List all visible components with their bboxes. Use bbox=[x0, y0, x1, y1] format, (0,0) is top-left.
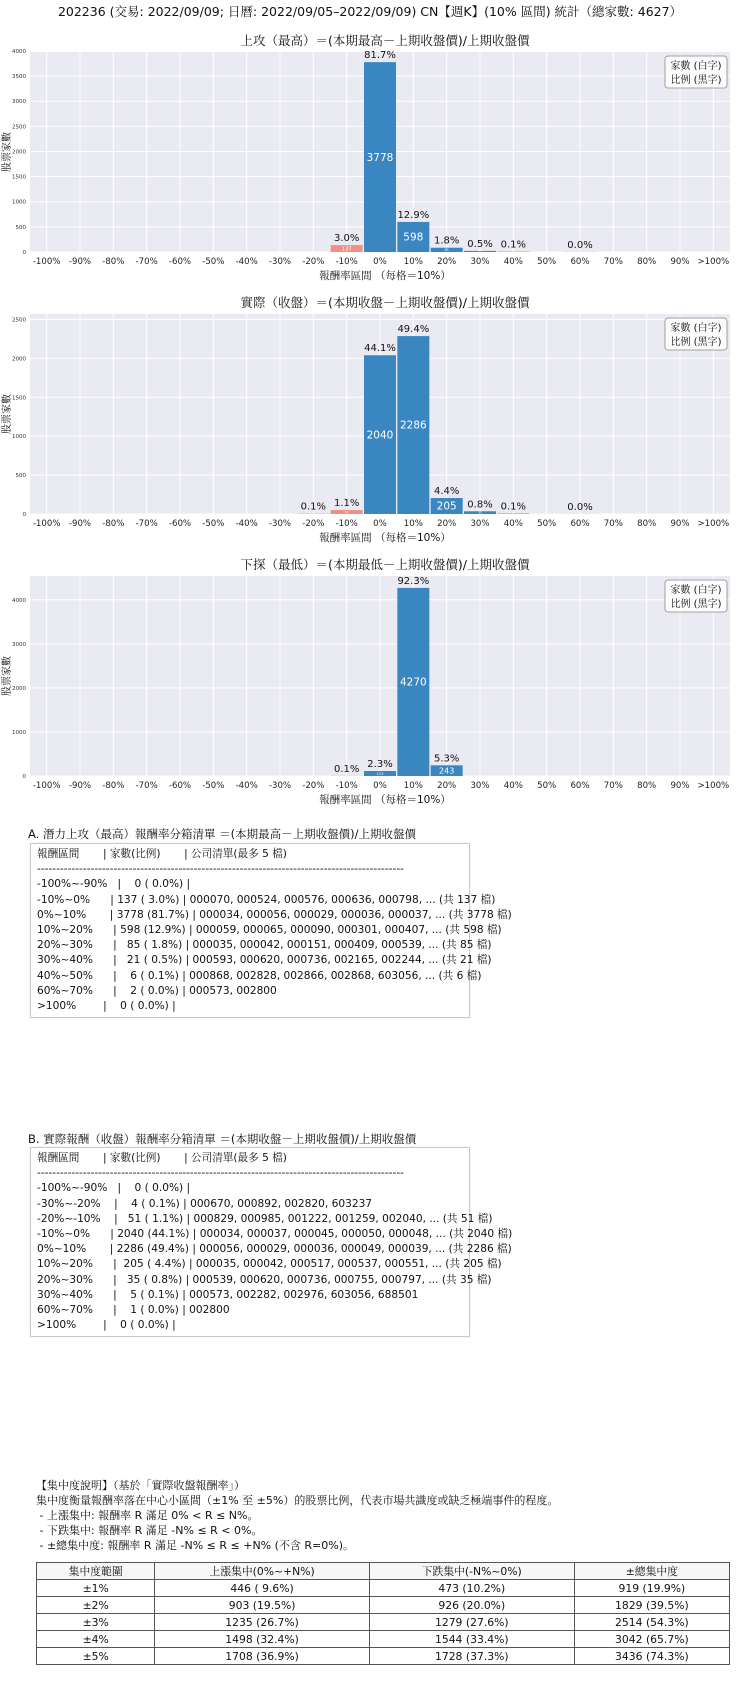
table-row bbox=[37, 1631, 730, 1648]
y-axis-label: 股票家數 bbox=[2, 132, 13, 172]
table-row bbox=[37, 1614, 730, 1631]
x-tick-label: -60% bbox=[168, 519, 192, 529]
legend-entry: 比例 (黑字) bbox=[670, 75, 722, 86]
y-tick-label: 1000 bbox=[12, 199, 26, 206]
table-cell: 1279 (27.6%) bbox=[369, 1614, 574, 1631]
x-tick-label: -90% bbox=[68, 781, 92, 791]
x-tick-label: 30% bbox=[470, 519, 490, 529]
list-b-line: 30%~40% | 5 ( 0.1%) | 000573, 002282, 002976, 603056, 688501 bbox=[37, 1288, 419, 1301]
x-tick-label: -70% bbox=[135, 519, 158, 529]
x-axis-label: 報酬率區間 （每格＝10%） bbox=[319, 794, 451, 806]
list-b-line: 10%~20% | 205 ( 4.4%) | 000035, 000042, 000517, 000537, 000551, ... (共 205 檔) bbox=[37, 1258, 502, 1271]
table-header-cell: 集中度範圍 bbox=[37, 1563, 155, 1580]
table-cell: ±5% bbox=[37, 1648, 155, 1665]
table-cell: 2514 (54.3%) bbox=[574, 1614, 729, 1631]
x-tick-label: 10% bbox=[403, 519, 423, 529]
legend-entry: 比例 (黑字) bbox=[670, 599, 722, 610]
bar-count-label: 243 bbox=[439, 766, 455, 776]
x-tick-label: 30% bbox=[470, 781, 490, 791]
x-tick-label: >100% bbox=[697, 781, 730, 791]
note-line: - ±總集中度: 報酬率 R 滿足 -N% ≤ R ≤ +N% (不含 R=0%)。 bbox=[36, 1539, 355, 1552]
list-a-line: 40%~50% | 6 ( 0.1%) | 000868, 002828, 002866, 002868, 603056, ... (共 6 檔) bbox=[37, 969, 482, 982]
table-cell: ±3% bbox=[37, 1614, 155, 1631]
bar-count-label: 4 bbox=[312, 511, 315, 516]
x-tick-label: 10% bbox=[403, 781, 423, 791]
x-tick-label: -40% bbox=[235, 519, 258, 529]
x-tick-label: 40% bbox=[503, 781, 523, 791]
x-tick-label: -30% bbox=[268, 781, 292, 791]
bar-count-label: 3778 bbox=[366, 151, 394, 164]
x-axis-label: 報酬率區間 （每格＝10%） bbox=[319, 270, 451, 282]
bar-pct-label: 1.1% bbox=[333, 498, 360, 510]
bar-pct-label: 44.1% bbox=[364, 343, 396, 355]
y-tick-label: 2000 bbox=[12, 685, 26, 692]
x-tick-label: -90% bbox=[68, 257, 92, 267]
x-tick-label: -100% bbox=[32, 781, 61, 791]
x-tick-label: 90% bbox=[670, 781, 690, 791]
y-tick-label: 1000 bbox=[12, 729, 26, 736]
bar-count-label: 2 bbox=[579, 249, 581, 254]
list-a-line: 0%~10% | 3778 (81.7%) | 000034, 000056, 000029, 000036, 000037, ... (共 3778 檔) bbox=[37, 908, 512, 921]
x-tick-label: -20% bbox=[302, 257, 325, 267]
bar-count-label: 51 bbox=[344, 510, 349, 515]
list-a-box bbox=[30, 843, 512, 1018]
legend-entry: 比例 (黑字) bbox=[670, 337, 722, 348]
bar-pct-label: 2.3% bbox=[367, 759, 393, 771]
x-tick-label: 30% bbox=[470, 257, 490, 267]
bar-count-label: 2040 bbox=[366, 429, 394, 442]
list-b-line: 60%~70% | 1 ( 0.0%) | 002800 bbox=[37, 1304, 230, 1317]
x-tick-label: 20% bbox=[437, 519, 457, 529]
x-tick-label: -80% bbox=[102, 519, 125, 529]
y-axis-label: 股票家數 bbox=[2, 656, 13, 696]
table-cell: 1728 (37.3%) bbox=[369, 1648, 574, 1665]
list-b-line: -10%~0% | 2040 (44.1%) | 000034, 000037, 000045, 000050, 000048, ... (共 2040 檔) bbox=[37, 1228, 513, 1241]
list-b-line: -100%~-90% | 0 ( 0.0%) | bbox=[37, 1182, 191, 1195]
x-tick-label: -90% bbox=[68, 519, 92, 529]
x-tick-label: -20% bbox=[302, 781, 325, 791]
bar-count-label: 4 bbox=[345, 773, 348, 778]
table-row bbox=[37, 1580, 730, 1597]
legend-entry: 家數 (白字) bbox=[670, 323, 722, 334]
x-tick-label: 50% bbox=[537, 781, 557, 791]
table-cell: ±2% bbox=[37, 1597, 155, 1614]
x-tick-label: 10% bbox=[403, 257, 423, 267]
concentration-notes bbox=[36, 1478, 558, 1553]
x-tick-label: -50% bbox=[202, 257, 225, 267]
table-cell: 919 (19.9%) bbox=[574, 1580, 729, 1597]
bar-pct-label: 1.8% bbox=[433, 235, 460, 247]
table-cell: 1829 (39.5%) bbox=[574, 1597, 729, 1614]
bar-pct-label: 0.1% bbox=[500, 501, 527, 513]
table-cell: 1235 (26.7%) bbox=[155, 1614, 370, 1631]
bar-pct-label: 0.1% bbox=[333, 763, 360, 775]
bar-pct-label: 3.0% bbox=[333, 233, 360, 245]
x-tick-label: 0% bbox=[373, 257, 387, 267]
x-tick-label: 0% bbox=[373, 781, 387, 791]
x-tick-label: 20% bbox=[437, 257, 457, 267]
x-tick-label: -40% bbox=[235, 257, 258, 267]
table-cell: 1498 (32.4%) bbox=[155, 1631, 370, 1648]
list-b-line: -30%~-20% | 4 ( 0.1%) | 000670, 000892, 002820, 603237 bbox=[37, 1197, 373, 1210]
bar-pct-label: 0.1% bbox=[300, 501, 327, 513]
x-tick-label: -50% bbox=[202, 519, 225, 529]
y-axis-label: 股票家數 bbox=[2, 394, 13, 434]
y-tick-label: 1000 bbox=[12, 434, 26, 441]
x-tick-label: 90% bbox=[670, 519, 690, 529]
legend bbox=[665, 580, 727, 612]
list-a-line: -10%~0% | 137 ( 3.0%) | 000070, 000524, 000576, 000636, 000798, ... (共 137 檔) bbox=[37, 893, 496, 906]
bar-count-label: 1 bbox=[579, 512, 581, 517]
bar-pct-label: 0.0% bbox=[567, 239, 593, 251]
x-tick-label: 50% bbox=[537, 519, 557, 529]
x-axis-label: 報酬率區間 （每格＝10%） bbox=[319, 532, 451, 544]
bar-count-label: 2286 bbox=[399, 419, 427, 432]
y-tick-label: 1500 bbox=[12, 174, 26, 181]
x-tick-label: >100% bbox=[697, 257, 730, 267]
y-tick-label: 3000 bbox=[12, 641, 26, 648]
x-tick-label: -30% bbox=[268, 257, 292, 267]
x-tick-label: 60% bbox=[570, 781, 590, 791]
chart-upside-high bbox=[0, 30, 740, 292]
list-a-line: -100%~-90% | 0 ( 0.0%) | bbox=[37, 878, 191, 891]
y-tick-label: 1500 bbox=[12, 395, 26, 402]
y-tick-label: 2000 bbox=[12, 149, 26, 156]
bar-count-label: 21 bbox=[478, 249, 482, 254]
x-tick-label: 80% bbox=[637, 781, 657, 791]
y-tick-label: 2000 bbox=[12, 356, 26, 363]
list-a-title: A. 潛力上攻（最高）報酬率分箱清單 ＝(本期最高－上期收盤價)/上期收盤價 bbox=[28, 827, 416, 841]
x-tick-label: 80% bbox=[637, 519, 657, 529]
legend bbox=[665, 318, 727, 350]
x-tick-label: 70% bbox=[603, 781, 623, 791]
table-cell: 3436 (74.3%) bbox=[574, 1648, 729, 1665]
x-tick-label: -10% bbox=[335, 257, 358, 267]
y-tick-label: 500 bbox=[15, 473, 26, 480]
bar-count-label: 85 bbox=[444, 247, 449, 252]
list-b-line: 0%~10% | 2286 (49.4%) | 000056, 000029, 000036, 000049, 000039, ... (共 2286 檔) bbox=[37, 1243, 512, 1256]
x-tick-label: 0% bbox=[373, 519, 387, 529]
x-tick-label: 40% bbox=[503, 519, 523, 529]
table-row bbox=[37, 1648, 730, 1665]
table-cell: 446 ( 9.6%) bbox=[155, 1580, 370, 1597]
table-header-cell: 上漲集中(0%~+N%) bbox=[155, 1563, 370, 1580]
bar-pct-label: 0.8% bbox=[467, 499, 493, 511]
table-cell: 926 (20.0%) bbox=[369, 1597, 574, 1614]
y-tick-label: 4000 bbox=[12, 48, 26, 55]
list-b-line: 20%~30% | 35 ( 0.8%) | 000539, 000620, 000736, 000755, 000797, ... (共 35 檔) bbox=[37, 1273, 492, 1286]
chart-title: 實際（收盤）＝(本期收盤－上期收盤價)/上期收盤價 bbox=[240, 295, 530, 310]
x-tick-label: 70% bbox=[603, 519, 623, 529]
bar-pct-label: 0.1% bbox=[500, 239, 527, 251]
list-b-line: -20%~-10% | 51 ( 1.1%) | 000829, 000985, 001222, 001259, 002040, ... (共 51 檔) bbox=[37, 1212, 493, 1225]
table-row bbox=[37, 1597, 730, 1614]
chart-title: 上攻（最高）＝(本期最高－上期收盤價)/上期收盤價 bbox=[240, 33, 530, 48]
table-cell: 903 (19.5%) bbox=[155, 1597, 370, 1614]
y-tick-label: 2500 bbox=[12, 124, 26, 131]
chart-downside-low bbox=[0, 554, 740, 816]
table-cell: 1544 (33.4%) bbox=[369, 1631, 574, 1648]
legend bbox=[665, 56, 727, 88]
bar-pct-label: 12.9% bbox=[397, 209, 430, 221]
x-tick-label: >100% bbox=[697, 519, 730, 529]
x-tick-label: -80% bbox=[102, 257, 125, 267]
bar-count-label: 598 bbox=[403, 231, 424, 244]
bar-count-label: 113 bbox=[376, 771, 384, 776]
legend-entry: 家數 (白字) bbox=[670, 61, 722, 72]
x-tick-label: -30% bbox=[268, 519, 292, 529]
x-tick-label: -60% bbox=[168, 257, 192, 267]
list-b-box bbox=[30, 1147, 513, 1337]
x-tick-label: 60% bbox=[570, 519, 590, 529]
table-header-cell: 下跌集中(-N%~0%) bbox=[369, 1563, 574, 1580]
x-tick-label: -100% bbox=[32, 257, 61, 267]
x-tick-label: -40% bbox=[235, 781, 258, 791]
y-tick-label: 500 bbox=[15, 224, 26, 231]
list-b-line: ------------------------------------------------------------------------------------------------ bbox=[37, 1167, 404, 1180]
list-a-line: 60%~70% | 2 ( 0.0%) | 000573, 002800 bbox=[37, 984, 277, 997]
y-tick-label: 2500 bbox=[12, 317, 26, 324]
list-a-line: 報酬區間 | 家數(比例) | 公司清單(最多 5 檔) bbox=[37, 848, 287, 860]
bar-count-label: 35 bbox=[478, 510, 482, 515]
list-a-line: 10%~20% | 598 (12.9%) | 000059, 000065, 000090, 000301, 000407, ... (共 598 檔) bbox=[37, 924, 502, 937]
x-tick-label: -70% bbox=[135, 781, 158, 791]
bar-count-label: 5 bbox=[512, 511, 515, 516]
y-tick-label: 3500 bbox=[12, 74, 26, 81]
bar-count-label: 205 bbox=[436, 500, 457, 513]
x-tick-label: -60% bbox=[168, 781, 192, 791]
list-a-line: 30%~40% | 21 ( 0.5%) | 000593, 000620, 000736, 002165, 002244, ... (共 21 檔) bbox=[37, 954, 492, 967]
bar-count-label: 6 bbox=[512, 249, 515, 254]
table-cell: 473 (10.2%) bbox=[369, 1580, 574, 1597]
x-tick-label: 50% bbox=[537, 257, 557, 267]
x-tick-label: -80% bbox=[102, 781, 125, 791]
bar-count-label: 137 bbox=[341, 246, 352, 253]
list-b-title: B. 實際報酬（收盤）報酬率分箱清單 ＝(本期收盤－上期收盤價)/上期收盤價 bbox=[28, 1132, 417, 1146]
list-a-line: ------------------------------------------------------------------------------------------------ bbox=[37, 863, 404, 876]
table-cell: 3042 (65.7%) bbox=[574, 1631, 729, 1648]
list-a-line: 20%~30% | 85 ( 1.8%) | 000035, 000042, 000151, 000409, 000539, ... (共 85 檔) bbox=[37, 939, 492, 952]
y-tick-label: 0 bbox=[22, 250, 26, 256]
chart-title: 下探（最低）＝(本期最低－上期收盤價)/上期收盤價 bbox=[240, 557, 530, 572]
x-tick-label: 90% bbox=[670, 257, 690, 267]
bar-count-label: 4270 bbox=[399, 676, 427, 689]
x-tick-label: 60% bbox=[570, 257, 590, 267]
bar-pct-label: 0.0% bbox=[567, 501, 593, 513]
note-line: - 上漲集中: 報酬率 R 滿足 0% < R ≤ N%。 bbox=[36, 1509, 259, 1522]
y-tick-label: 4000 bbox=[12, 597, 26, 604]
table-header-cell: ±總集中度 bbox=[574, 1563, 729, 1580]
bar-pct-label: 0.5% bbox=[467, 238, 493, 250]
y-tick-label: 0 bbox=[22, 512, 26, 518]
x-tick-label: 20% bbox=[437, 781, 457, 791]
page-title: 202236 (交易: 2022/09/09; 日曆: 2022/09/05–2022/09/09) CN【週K】(10% 區間) 統計（總家數: 4627） bbox=[57, 4, 683, 19]
note-line: - 下跌集中: 報酬率 R 滿足 -N% ≤ R < 0%。 bbox=[36, 1524, 263, 1537]
bar-pct-label: 81.7% bbox=[364, 50, 396, 62]
x-tick-label: 80% bbox=[637, 257, 657, 267]
x-tick-label: -10% bbox=[335, 781, 358, 791]
legend-entry: 家數 (白字) bbox=[670, 585, 722, 596]
list-b-line: >100% | 0 ( 0.0%) | bbox=[37, 1319, 176, 1332]
chart-actual-close bbox=[0, 292, 740, 554]
note-line: 集中度衡量報酬率落在中心小區間（±1% 至 ±5%）的股票比例，代表市場共識度或缺乏極端事件的程度。 bbox=[36, 1494, 559, 1507]
concentration-table bbox=[36, 1562, 730, 1665]
x-tick-label: -100% bbox=[32, 519, 61, 529]
y-tick-label: 0 bbox=[22, 774, 26, 780]
note-line: 【集中度說明】（基於「實際收盤報酬率」） bbox=[36, 1479, 245, 1492]
table-cell: 1708 (36.9%) bbox=[155, 1648, 370, 1665]
table-header-row bbox=[37, 1563, 730, 1580]
x-tick-label: -10% bbox=[335, 519, 358, 529]
bar-pct-label: 49.4% bbox=[397, 324, 430, 336]
bar-pct-label: 5.3% bbox=[433, 753, 460, 765]
bar-pct-label: 4.4% bbox=[433, 486, 460, 498]
x-tick-label: -20% bbox=[302, 519, 325, 529]
x-tick-label: -70% bbox=[135, 257, 158, 267]
list-a-line: >100% | 0 ( 0.0%) | bbox=[37, 1000, 176, 1013]
list-b-line: 報酬區間 | 家數(比例) | 公司清單(最多 5 檔) bbox=[37, 1152, 287, 1164]
table-cell: ±4% bbox=[37, 1631, 155, 1648]
x-tick-label: -50% bbox=[202, 781, 225, 791]
bar-pct-label: 92.3% bbox=[397, 575, 430, 587]
x-tick-label: 70% bbox=[603, 257, 623, 267]
y-tick-label: 3000 bbox=[12, 99, 26, 106]
x-tick-label: 40% bbox=[503, 257, 523, 267]
table-cell: ±1% bbox=[37, 1580, 155, 1597]
